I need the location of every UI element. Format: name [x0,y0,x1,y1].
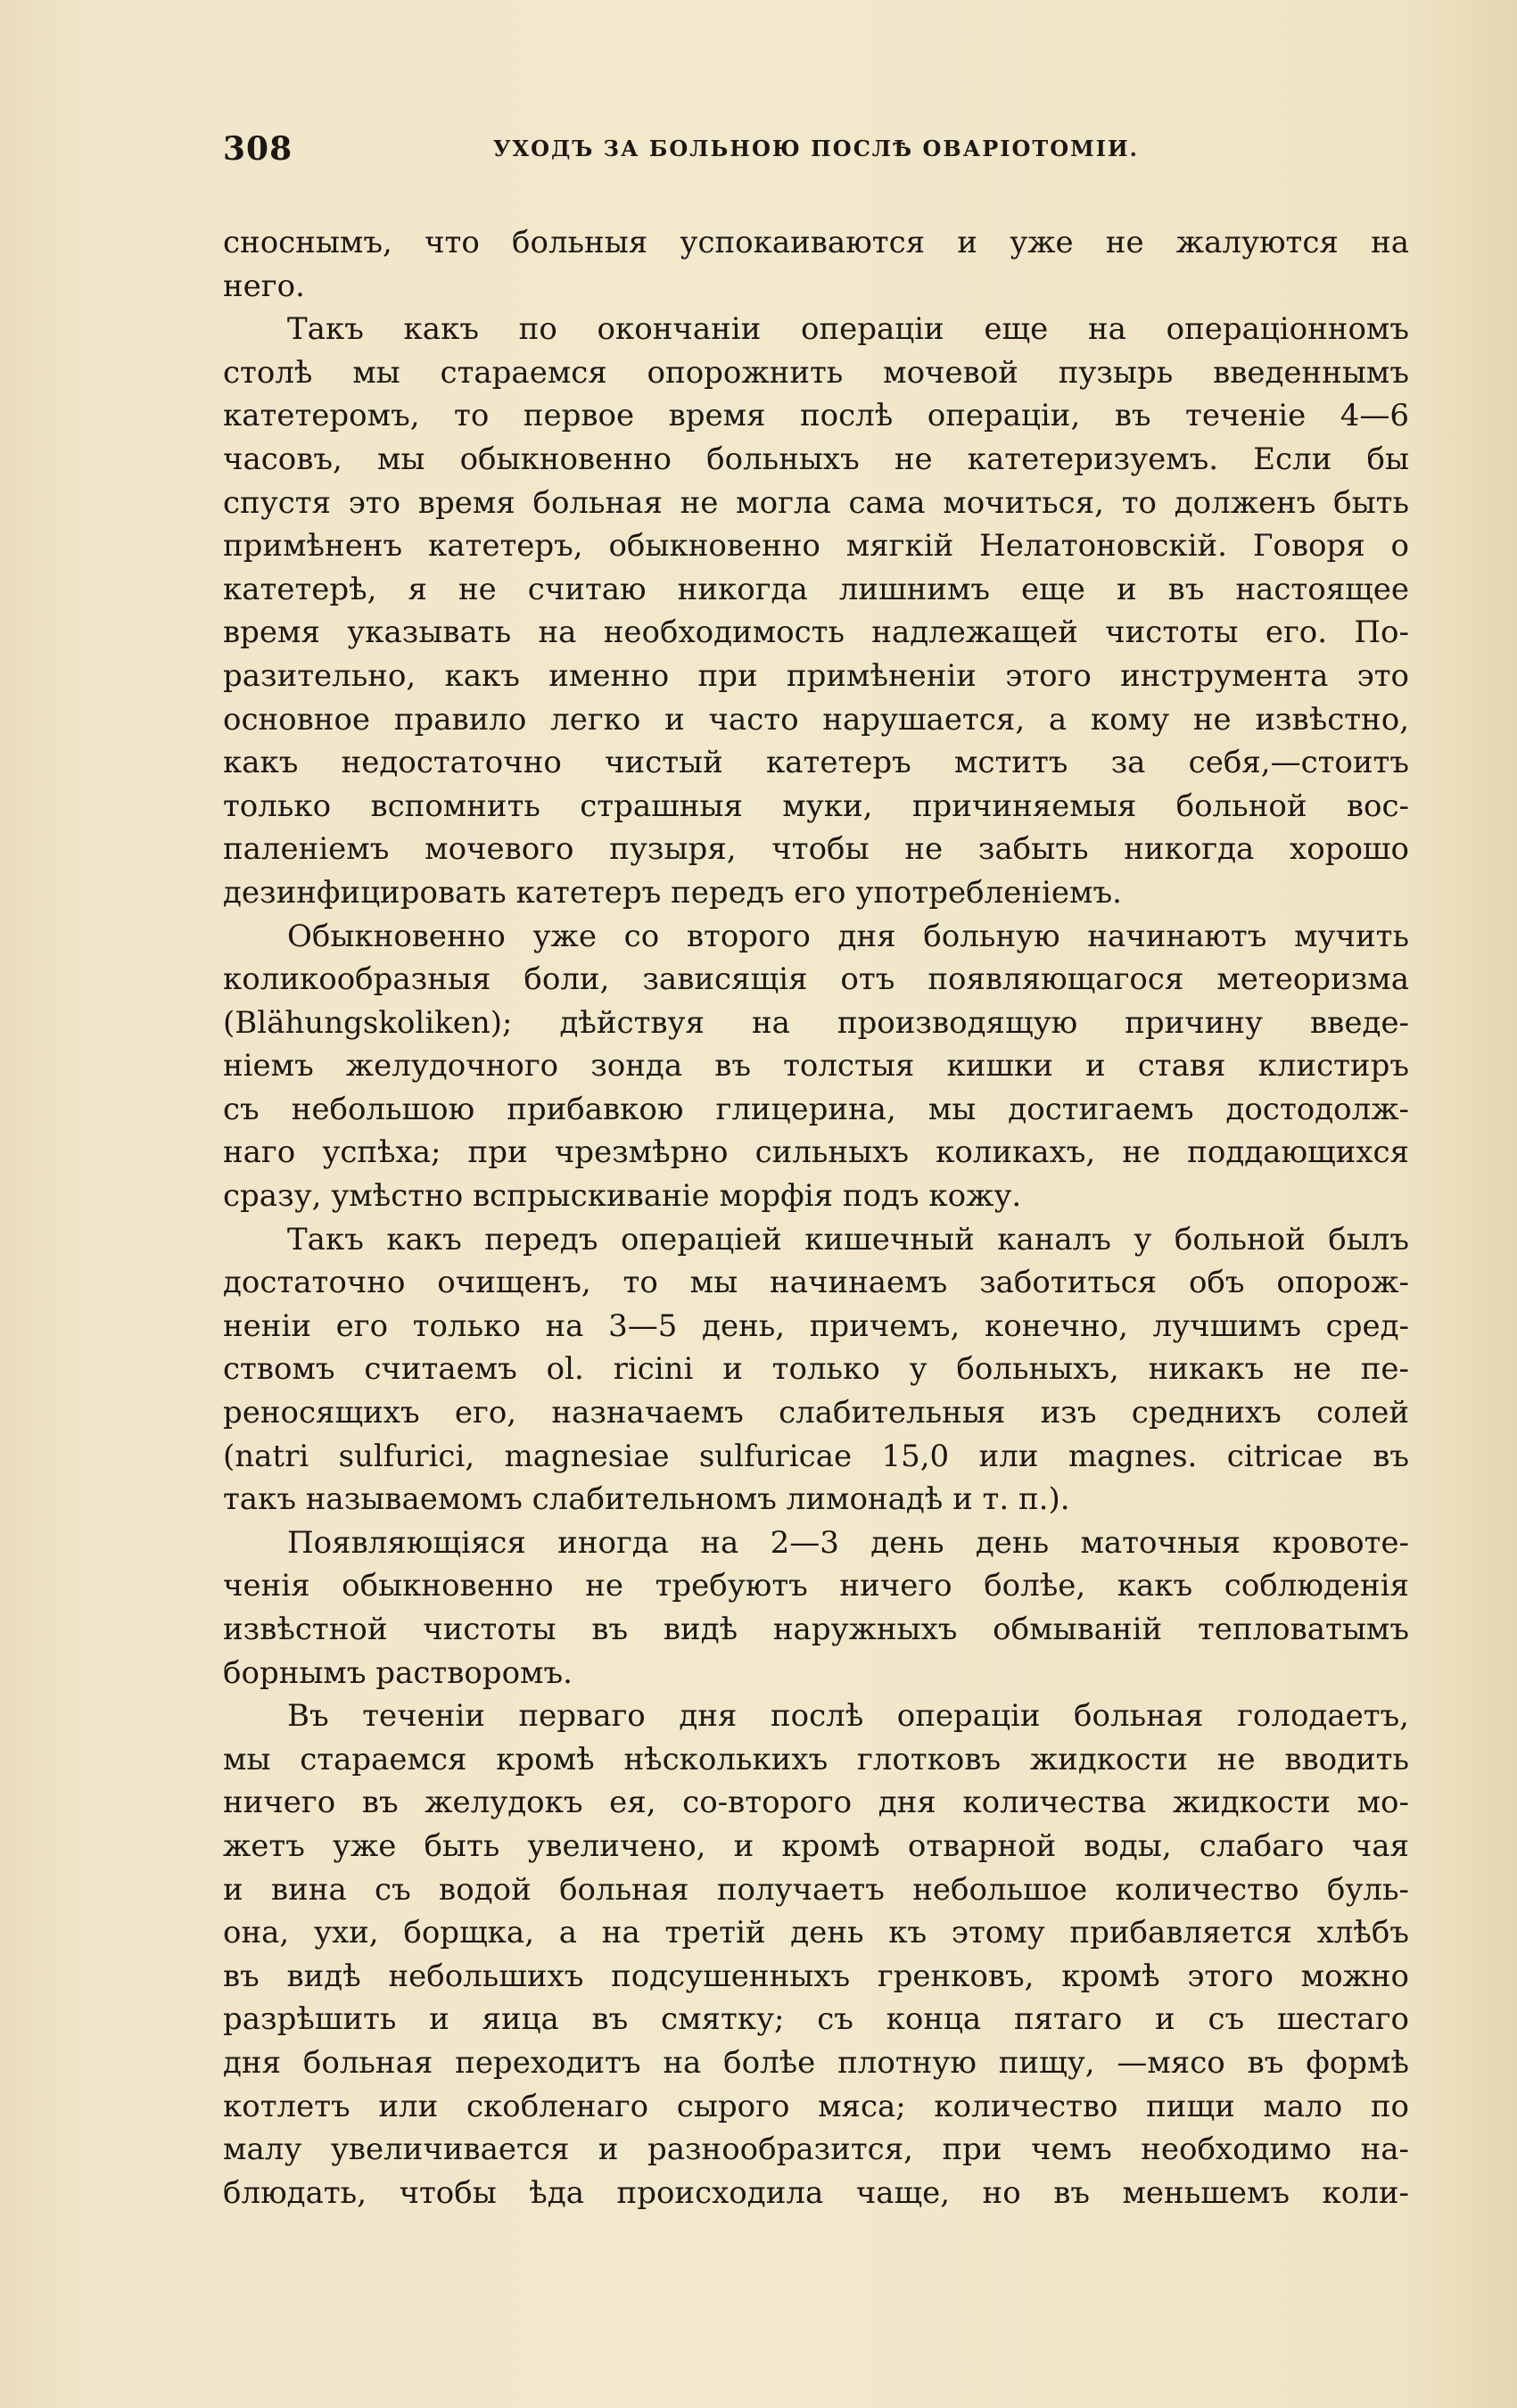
text-line: борнымъ растворомъ. [223,1654,573,1691]
text-line: ніемъ желудочного зонда въ толстыя кишки и ставя клистиръ [223,1048,1409,1084]
text-line: такъ называемомъ слабительномъ лимонадѣ и т. п.). [223,1481,1070,1518]
text-line: дня больная переходитъ на болѣе плотную пищу, —мясо въ формѣ [223,2044,1409,2081]
text-line: Въ теченіи перваго дня послѣ операціи больная голодаетъ, [287,1698,1409,1735]
text-line: реносящихъ его, назначаемъ слабительныя изъ среднихъ солей [223,1395,1409,1431]
body-text [223,221,1409,2214]
text-line: въ видѣ небольшихъ подсушенныхъ гренковъ, кромѣ этого можно [223,1958,1409,1994]
paragraph [223,1521,1409,1695]
paragraph [223,1218,1409,1521]
text-line: коликообразныя боли, зависящія отъ появляющагося метеоризма [223,961,1409,998]
text-line: катетеромъ, то первое время послѣ операціи, въ теченіе 4—6 [223,398,1409,434]
text-line: котлетъ или скобленаго сырого мяса; количество пищи мало по [223,2088,1409,2124]
text-line: наго успѣха; при чрезмѣрно сильныхъ коликахъ, не поддающихся [223,1134,1409,1171]
text-line: спустя это время больная не могла сама мочиться, то долженъ быть [223,484,1409,521]
text-line: и вина съ водой больная получаетъ небольшое количество буль- [223,1871,1409,1908]
text-line: Такъ какъ по окончаніи операціи еще на операціонномъ [287,311,1409,348]
text-line: съ небольшою прибавкою глицерина, мы достигаемъ достодолж- [223,1091,1409,1127]
text-line: дезинфицировать катетеръ передъ его употребленіемъ. [223,874,1122,911]
paragraph [223,915,1409,1218]
text-line: часовъ, мы обыкновенно больныхъ не катетеризуемъ. Если бы [223,441,1409,477]
text-line: неніи его только на 3—5 день, причемъ, конечно, лучшимъ сред- [223,1307,1409,1344]
text-line: столѣ мы стараемся опорожнить мочевой пузырь введеннымъ [223,354,1409,391]
paragraph [223,1695,1409,2214]
text-line: Такъ какъ передъ операціей кишечный каналъ у больной былъ [287,1221,1409,1258]
text-line: паленіемъ мочевого пузыря, чтобы не забыть никогда хорошо [223,831,1409,868]
text-line: сноснымъ, что больныя успокаиваются и уже не жалуются на [223,225,1409,260]
text-line: сразу, умѣстно вспрыскиваніе морфія подъ кожу. [223,1178,1022,1215]
paragraph [223,308,1409,914]
text-line: ствомъ считаемъ ol. ricini и только у больныхъ, никакъ не пе- [223,1351,1409,1388]
paragraph [223,221,1409,308]
text-line: Обыкновенно уже со второго дня больную начинаютъ мучить [287,918,1409,954]
text-line: извѣстной чистоты въ видѣ наружныхъ обмываній тепловатымъ [223,1612,1409,1647]
text-line: мы стараемся кромѣ нѣсколькихъ глотковъ жидкости не вводить [223,1741,1409,1777]
text-line: (natri sulfurici, magnesiae sulfuricae 15,0 или magnes. citricae въ [223,1438,1409,1474]
text-line: него. [223,268,305,304]
text-line: (Blähungskoliken); дѣйствуя на производящую причину введе- [223,1004,1409,1041]
text-line: жетъ уже быть увеличено, и кромѣ отварной воды, слабаго чая [223,1827,1409,1864]
running-title: УХОДЪ ЗА БОЛЬНОЮ ПОСЛѢ ОВАРІОТОМІИ. [492,136,1140,161]
text-line: какъ недостаточно чистый катетеръ мститъ за себя,—стоитъ [223,745,1409,781]
text-line: ченія обыкновенно не требуютъ ничего болѣе, какъ соблюденія [223,1568,1409,1604]
text-line: достаточно очищенъ, то мы начинаемъ заботиться объ опорож- [223,1265,1409,1301]
text-line: Появляющіяся иногда на 2—3 день день маточныя кровоте- [287,1524,1409,1561]
text-line: разительно, какъ именно при примѣненіи этого инструмента это [223,657,1409,694]
text-line: примѣненъ катетеръ, обыкновенно мягкій Нелатоновскій. Говоря о [223,528,1409,565]
page-number: 308 [223,130,293,168]
text-line: время указывать на необходимость надлежащей чистоты его. По- [223,614,1409,651]
text-line: только вспомнить страшныя муки, причиняемыя больной вос- [223,788,1409,824]
text-line: малу увеличивается и разнообразится, при чемъ необходимо на- [223,2132,1409,2168]
text-line: она, ухи, борщка, а на третій день къ этому прибавляется хлѣбъ [223,1915,1409,1951]
text-line: катетерѣ, я не считаю никогда лишнимъ еще и въ настоящее [223,571,1409,607]
text-line: разрѣшить и яица въ смятку; съ конца пятаго и съ шестаго [223,2001,1409,2038]
text-line: ничего въ желудокъ ея, со-второго дня количества жидкости мо- [223,1785,1409,1821]
text-line: блюдать, чтобы ѣда происходила чаще, но въ меньшемъ коли- [223,2174,1409,2211]
page-header [223,130,1409,175]
text-line: основное правило легко и часто нарушается, а кому не извѣстно, [223,701,1409,738]
